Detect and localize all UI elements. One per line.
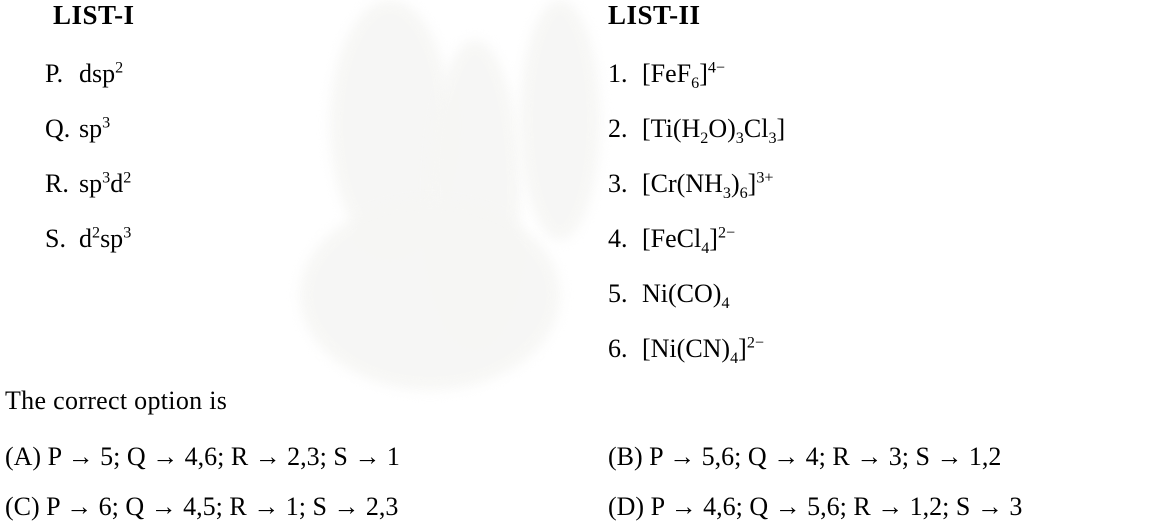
list-ii-item: 5. $Ni(CO)_4$ [608, 266, 1148, 321]
list-i-item-sup: 2 [92, 224, 101, 242]
list-i-item-base: sp [79, 114, 103, 143]
option-c[interactable] [5, 482, 608, 532]
list-i-item-label: Q. [45, 114, 71, 143]
list-i-title: LIST-I [53, 0, 135, 30]
list-ii-item-number: 3. [608, 169, 628, 198]
list-i-item [45, 46, 565, 101]
list-i-item-base: sp [79, 169, 103, 198]
list-ii-item: 1. $[FeF_6]^{4-}$ [608, 46, 1148, 101]
option-d-text: P → 4,6; Q → 5,6; R → 1,2; S → 3 [650, 492, 1023, 521]
list-ii-column [608, 0, 1148, 376]
question-prompt: The correct option is [5, 386, 228, 415]
option-b[interactable] [608, 432, 1168, 482]
list-i-item-label: R. [45, 169, 69, 198]
list-i-item-sup2: 3 [123, 224, 132, 242]
list-i-column [45, 0, 565, 266]
list-i-item-label: P. [45, 59, 64, 88]
option-a-text: P → 5; Q → 4,6; R → 2,3; S → 1 [47, 442, 400, 471]
option-d[interactable] [608, 482, 1168, 532]
list-ii-item: 6. $[Ni(CN)_4]^{2-}$ [608, 321, 1148, 376]
list-i-item-base: d [79, 224, 92, 253]
option-b-text: P → 5,6; Q → 4; R → 3; S → 1,2 [649, 442, 1002, 471]
list-ii-item: 3. $[Cr(NH_3)_6]^{3+}$ [608, 156, 1148, 211]
list-i-item-label: S. [45, 224, 66, 253]
list-i-item [45, 156, 565, 211]
list-ii-item: 2. $[Ti(H_2O)_3Cl_3]$ [608, 101, 1148, 156]
options-row-1 [5, 432, 1170, 482]
option-b-tag: (B) [608, 442, 643, 471]
list-i-item-base2: d [110, 169, 124, 198]
answer-options [5, 432, 1170, 532]
list-ii-item: 4. [FeCl$_4$]$^{2-}$ [608, 211, 1148, 266]
option-a[interactable] [5, 432, 608, 482]
list-i-item-sup2: 2 [123, 169, 132, 187]
list-i-item-sup: 2 [115, 59, 124, 77]
option-c-tag: (C) [5, 492, 40, 521]
list-ii-item-number: 6. [608, 334, 628, 363]
option-a-tag: (A) [5, 442, 42, 471]
option-c-text: P → 6; Q → 4,5; R → 1; S → 2,3 [46, 492, 399, 521]
list-i-item-base2: sp [100, 224, 124, 253]
list-ii-item-number: 4. [608, 224, 628, 253]
list-ii-title: LIST-II [608, 0, 701, 30]
list-i-item [45, 211, 565, 266]
options-row-2 [5, 482, 1170, 532]
list-ii-item-number: 5. [608, 279, 628, 308]
list-ii-item-number: 1. [608, 59, 628, 88]
list-i-item [45, 101, 565, 156]
list-ii-item-number: 2. [608, 114, 628, 143]
list-i-item-sup: 3 [102, 169, 111, 187]
option-d-tag: (D) [608, 492, 645, 521]
list-i-item-sup: 3 [102, 114, 111, 132]
list-i-item-base: dsp [79, 59, 116, 88]
